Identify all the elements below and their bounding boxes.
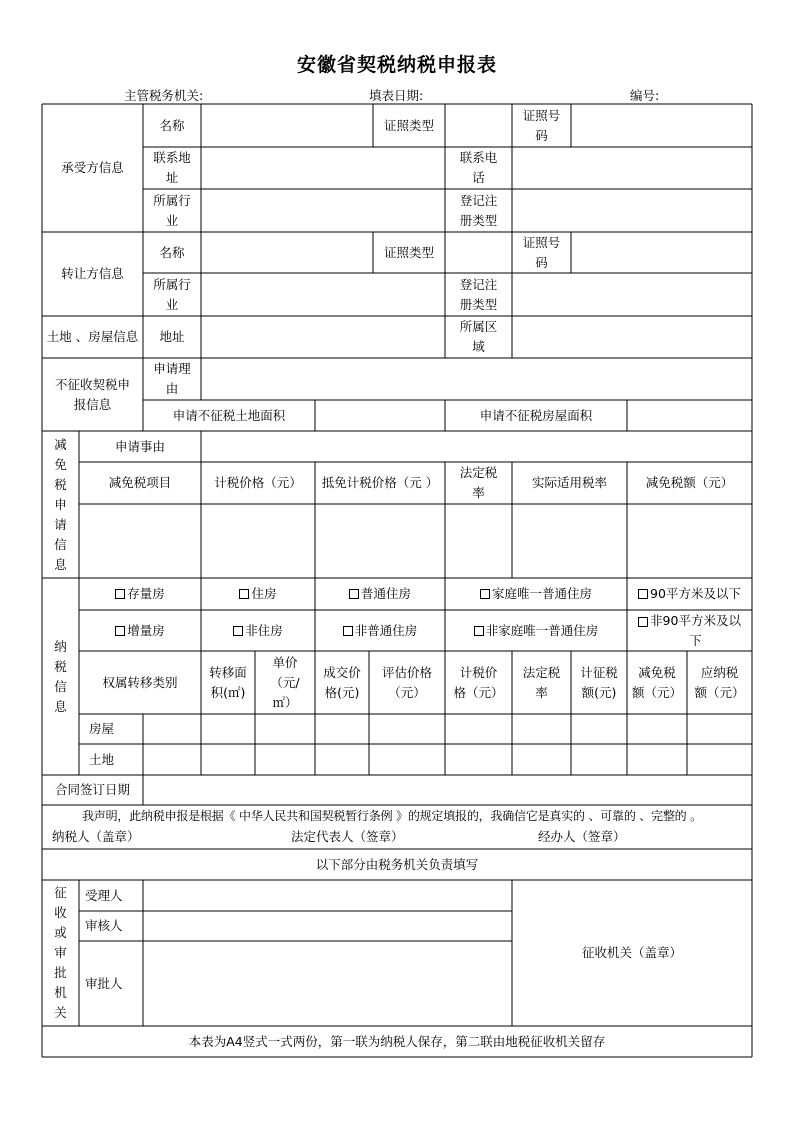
- checkbox-icon: [474, 626, 484, 636]
- over-90sqm-checkbox[interactable]: 非90平方米及以 下: [627, 610, 752, 651]
- nonlevy-section-label: 不征收契税申 报信息: [54, 376, 130, 412]
- transferee-section-label: 承受方信息: [61, 160, 124, 175]
- reviewer-label: 审核人: [85, 918, 123, 933]
- tax-header-levied-amount: 计征税 额(元): [580, 664, 618, 700]
- relief-header-item: 减免税项目: [108, 475, 172, 490]
- tax-header-unit-price: 单价 （元/ ㎡）: [270, 654, 300, 710]
- transferee-industry-label: 所属行 业: [153, 192, 191, 228]
- relief-credit-price-field[interactable]: [315, 504, 445, 578]
- checkbox-icon: [638, 589, 648, 599]
- nonlevy-land-area-field[interactable]: [315, 400, 445, 431]
- relief-header-tax-price: 计税价格（元）: [214, 475, 302, 490]
- relief-tax-price-field[interactable]: [201, 504, 315, 578]
- non-ordinary-residential-checkbox[interactable]: 非普通住房: [315, 610, 445, 651]
- transferee-name-field[interactable]: [201, 104, 373, 147]
- non-residential-checkbox[interactable]: 非住房: [201, 610, 315, 651]
- checkbox-icon: [239, 589, 249, 599]
- receiver-field[interactable]: [143, 880, 512, 911]
- checkbox-icon: [480, 589, 490, 599]
- relief-header-credit-price: 抵免计税价格（元 ）: [321, 475, 439, 490]
- transferee-cert-type-label: 证照类型: [383, 117, 434, 133]
- checkbox-icon: [349, 589, 359, 599]
- legal-rep-sign-label: 法定代表人（签章）: [291, 829, 404, 844]
- transferor-reg-type-field[interactable]: [512, 273, 752, 316]
- relief-actual-rate-field[interactable]: [512, 504, 627, 578]
- tax-section-label: 纳 税 信 息: [54, 638, 67, 714]
- transferor-name-label: 名称: [159, 244, 185, 260]
- form-title: 安徽省契税纳税申报表: [296, 54, 497, 76]
- land-address-field[interactable]: [201, 316, 445, 358]
- tax-header-assessed-price: 评估价格 （元）: [381, 664, 432, 700]
- land-district-field[interactable]: [512, 316, 752, 358]
- relief-matter-field[interactable]: [201, 431, 752, 462]
- approver-field[interactable]: [143, 941, 512, 1026]
- relief-legal-rate-field[interactable]: [445, 504, 512, 578]
- transferee-industry-field[interactable]: [201, 189, 445, 232]
- transferee-address-field[interactable]: [201, 147, 445, 189]
- transferee-phone-field[interactable]: [512, 147, 752, 189]
- authority-label: 主管税务机关:: [124, 88, 204, 103]
- transferee-reg-type-field[interactable]: [512, 189, 752, 232]
- handler-sign-label: 经办人（签章）: [538, 829, 626, 844]
- residential-checkbox[interactable]: 住房: [201, 578, 315, 610]
- collection-office-seal-label: 征收机关（盖章）: [581, 945, 682, 960]
- tax-header-tax-price: 计税价 格（元）: [453, 664, 504, 700]
- transferee-phone-label: 联系电 话: [459, 150, 498, 185]
- tax-header-legal-rate: 法定税 率: [522, 664, 561, 700]
- contract-date-label: 合同签订日期: [54, 782, 130, 797]
- nonlevy-reason-field[interactable]: [201, 358, 752, 400]
- checkbox-icon: [233, 626, 243, 636]
- transferee-name-label: 名称: [159, 117, 185, 133]
- transferor-cert-no-field[interactable]: [571, 232, 752, 273]
- tax-row-house-label: 房屋: [89, 721, 115, 736]
- transferor-section-label: 转让方信息: [61, 266, 124, 281]
- nonlevy-house-area-field[interactable]: [627, 400, 752, 431]
- existing-house-checkbox[interactable]: 存量房: [79, 578, 201, 610]
- transferee-cert-type-field[interactable]: [445, 104, 512, 147]
- date-label: 填表日期:: [369, 88, 424, 103]
- land-section-label: 土地 、房屋信息: [46, 329, 139, 344]
- office-note: 以下部分由税务机关负责填写: [315, 856, 479, 872]
- transferor-cert-type-field[interactable]: [445, 232, 512, 273]
- transferor-cert-no-label: 证照号 码: [522, 234, 561, 270]
- tax-row-land-label: 土地: [89, 751, 115, 767]
- checkbox-icon: [343, 626, 353, 636]
- transferor-industry-label: 所属行 业: [153, 276, 191, 312]
- checkbox-icon: [115, 626, 125, 636]
- ordinary-residential-checkbox[interactable]: 普通住房: [315, 578, 445, 610]
- transferee-cert-no-field[interactable]: [571, 104, 752, 147]
- relief-header-actual-rate: 实际适用税率: [531, 475, 607, 490]
- approval-section-label: 征 收 或 审 批 机 关: [54, 885, 67, 1020]
- taxpayer-seal-label: 纳税人（盖章）: [52, 829, 140, 844]
- land-district-label: 所属区 域: [459, 319, 498, 354]
- non-family-only-ordinary-checkbox[interactable]: 非家庭唯一普通住房: [445, 610, 627, 651]
- contract-date-field[interactable]: [143, 775, 752, 805]
- relief-matter-label: 申请事由: [114, 438, 165, 454]
- number-label: 编号:: [630, 88, 660, 103]
- receiver-label: 受理人: [85, 887, 123, 903]
- transferee-reg-type-label: 登记注 册类型: [459, 192, 498, 228]
- land-address-label: 地址: [159, 329, 185, 344]
- transfer-category-label: 权属转移类别: [102, 674, 178, 690]
- relief-amount-field[interactable]: [627, 504, 752, 578]
- nonlevy-land-area-label: 申请不征税土地面积: [172, 407, 286, 423]
- checkbox-icon: [115, 589, 125, 599]
- relief-header-amount: 减免税额（元）: [645, 475, 734, 490]
- relief-section-label: 减 免 税 申 请 信 息: [54, 436, 67, 572]
- transferor-name-field[interactable]: [201, 232, 373, 273]
- transferor-industry-field[interactable]: [201, 273, 445, 316]
- tax-header-relief-amount: 减免税 额（元）: [631, 664, 682, 700]
- nonlevy-reason-label: 申请理 由: [153, 361, 191, 396]
- relief-item-field[interactable]: [79, 504, 201, 578]
- transferor-reg-type-label: 登记注 册类型: [459, 276, 498, 312]
- family-only-ordinary-checkbox[interactable]: 家庭唯一普通住房: [445, 578, 627, 610]
- under-90sqm-checkbox[interactable]: 90平方米及以下: [627, 578, 752, 610]
- tax-header-payable-amount: 应纳税 额（元）: [694, 664, 745, 700]
- tax-header-deal-price: 成交价 格(元): [323, 664, 361, 700]
- nonlevy-house-area-label: 申请不征税房屋面积: [479, 407, 593, 423]
- declaration-text: 我声明，此纳税申报是根据《 中华人民共和国契税暂行条例 》的规定填报的，我确信它是真实的 、可靠的 、完整的 。: [82, 809, 702, 823]
- transferor-cert-type-label: 证照类型: [383, 244, 434, 260]
- approver-label: 审批人: [85, 975, 123, 991]
- relief-header-legal-rate: 法定税 率: [459, 465, 498, 500]
- transferee-cert-no-label: 证照号 码: [522, 107, 561, 143]
- checkbox-icon: [638, 617, 648, 627]
- form-footer-note: 本表为A4竖式一式两份，第一联为纳税人保存，第二联由地税征收机关留存: [188, 1033, 606, 1049]
- reviewer-field[interactable]: [143, 911, 512, 941]
- new-house-checkbox[interactable]: 增量房: [79, 610, 201, 651]
- transferee-address-label: 联系地 址: [153, 150, 191, 185]
- tax-header-area: 转移面 积(㎡): [209, 664, 247, 700]
